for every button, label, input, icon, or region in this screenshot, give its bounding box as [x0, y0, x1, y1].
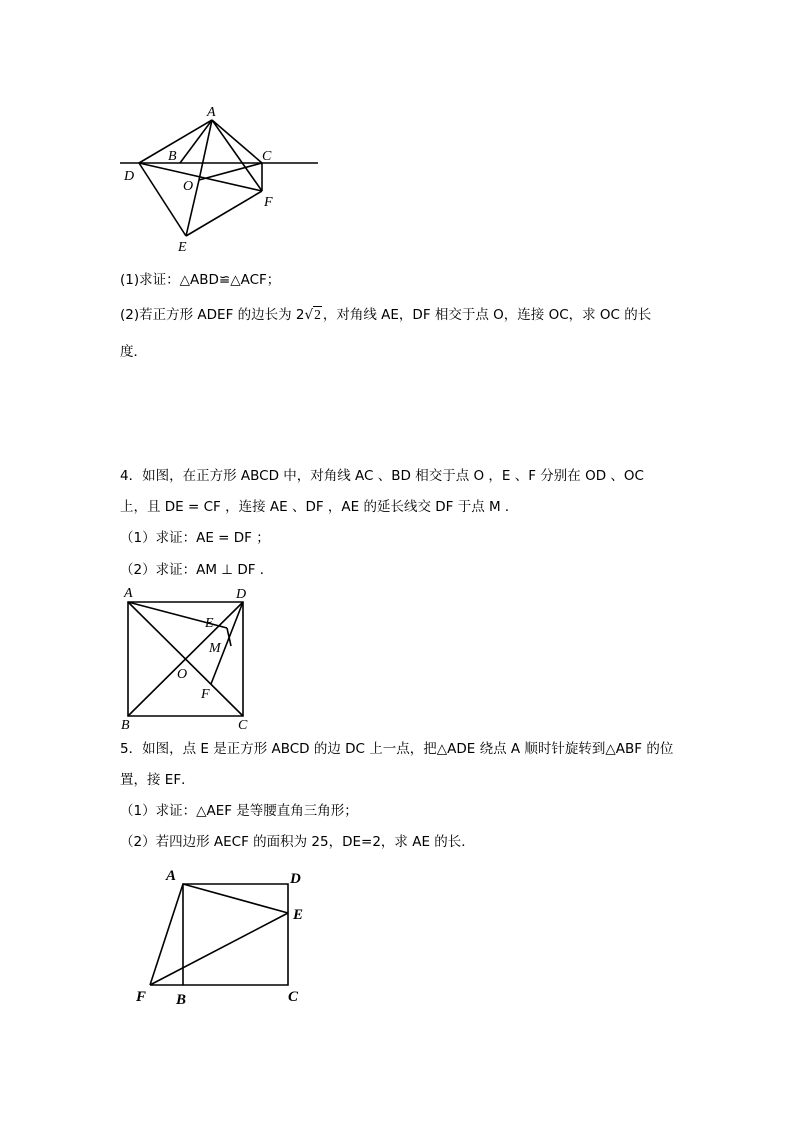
- q3-part1: (1)求证：△ABD≌△ACF；: [120, 272, 281, 288]
- label-C: C: [262, 149, 272, 164]
- label-O: O: [183, 179, 194, 194]
- q5-stem-1: 5．如图，点 E 是正方形 ABCD 的边 DC 上一点，把△ADE 绕点 A 顺时针旋转到△ABF 的位: [120, 741, 674, 757]
- label-C: C: [288, 989, 299, 1005]
- label-A: A: [166, 868, 177, 884]
- q3-part2: [120, 305, 651, 325]
- sqrt-symbol: √2: [304, 307, 321, 323]
- label-A: A: [124, 586, 133, 601]
- label-B: B: [176, 992, 187, 1008]
- label-E: E: [205, 616, 214, 631]
- label-E: E: [293, 907, 304, 923]
- label-O: O: [177, 667, 188, 682]
- label-A: A: [207, 105, 216, 120]
- q3-part2-post: ，对角线 AE，DF 相交于点 O，连接 OC，求 OC 的长: [322, 307, 652, 323]
- label-D: D: [236, 587, 247, 602]
- label-D: D: [124, 169, 135, 184]
- label-B: B: [121, 718, 130, 733]
- label-F: F: [264, 195, 273, 210]
- q3-part2-cont: 度．: [120, 344, 147, 360]
- q5-part2: （2）若四边形 AECF 的面积为 25，DE=2，求 AE 的长．: [120, 834, 475, 850]
- label-M: M: [209, 641, 221, 656]
- q3-part2-pre: (2)若正方形 ADEF 的边长为 2: [120, 307, 305, 323]
- label-B: B: [168, 149, 177, 164]
- q5-stem-2: 置，接 EF．: [120, 772, 195, 788]
- label-F: F: [136, 989, 147, 1005]
- label-C: C: [238, 718, 248, 733]
- q5-part1: （1）求证：△AEF 是等腰直角三角形；: [120, 803, 358, 819]
- q4-stem-1: 4．如图，在正方形 ABCD 中，对角线 AC 、BD 相交于点 O ，E 、F 分别在 OD 、OC: [120, 468, 644, 484]
- q4-stem-2: 上，且 DE = CF ，连接 AE 、DF ，AE 的延长线交 DF 于点 M ．: [120, 499, 519, 515]
- label-D: D: [290, 871, 301, 887]
- q4-part2: （2）求证：AM ⊥ DF ．: [120, 562, 274, 578]
- figure-question-3: [0, 0, 794, 270]
- figure-question-5: [0, 860, 794, 1010]
- label-F: F: [201, 687, 210, 702]
- label-E: E: [178, 240, 187, 255]
- q4-part1: （1）求证：AE = DF ；: [120, 530, 270, 546]
- figure-question-4: [0, 580, 794, 740]
